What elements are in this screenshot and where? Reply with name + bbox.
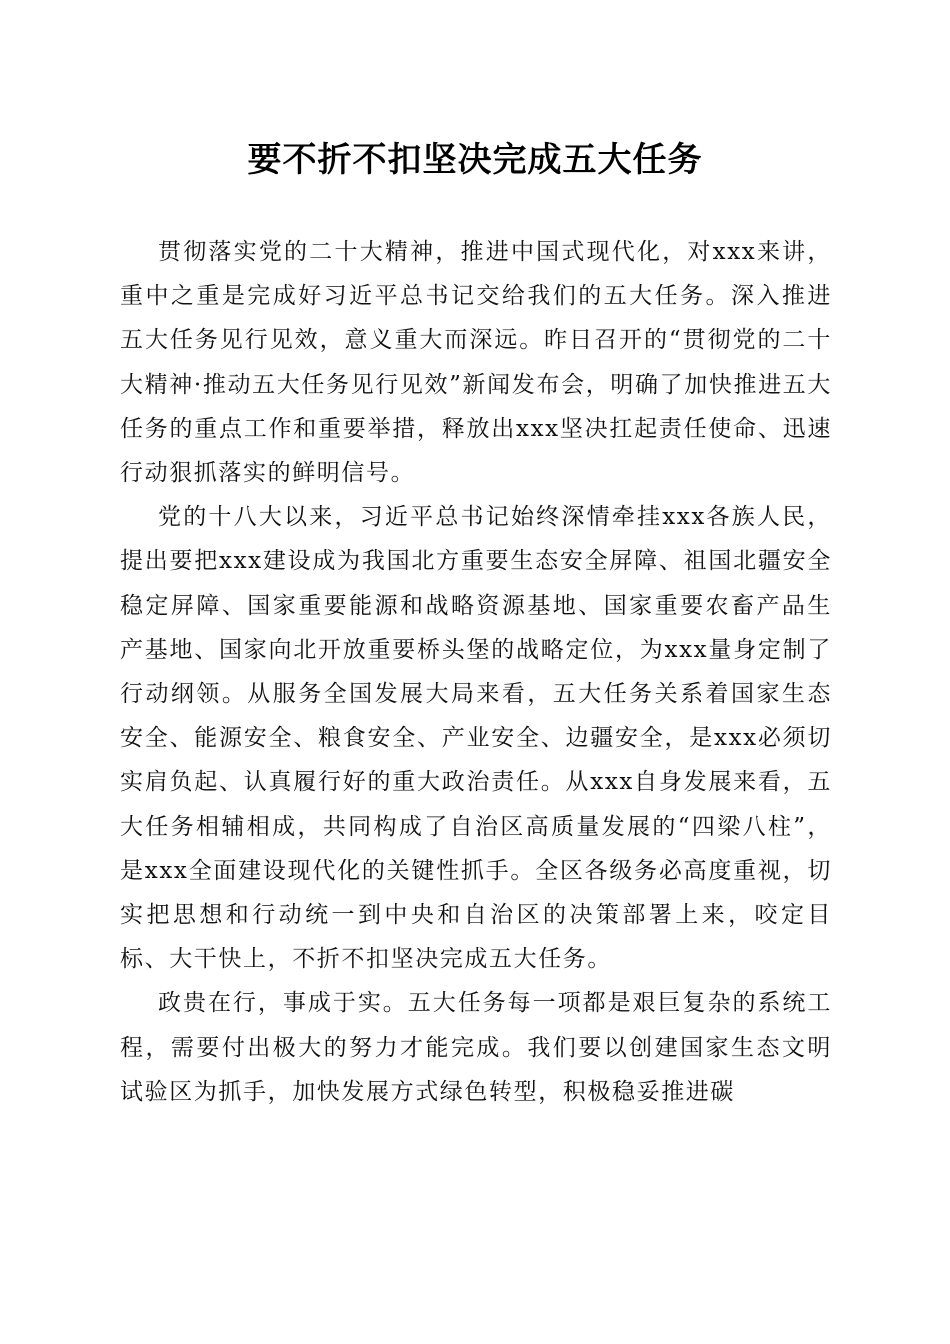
document-body (120, 230, 832, 1114)
paragraph-3: 政贵在行，事成于实。五大任务每一项都是艰巨复杂的系统工程，需要付出极大的努力才能完成。我们要以创建国家生态文明试验区为抓手，加快发展方式绿色转型，积极稳妥推进碳 (120, 990, 832, 1105)
document-title: 要不折不扣坚决完成五大任务 (247, 140, 703, 180)
paragraph-1: 贯彻落实党的二十大精神，推进中国式现代化，对xxx来讲，重中之重是完成好习近平总书记交给我们的五大任务。深入推进五大任务见行见效，意义重大而深远。昨日召开的“贯彻党的二十大精神·推动五大任务见行见效”新闻发布会，明确了加快推进五大任务的重点工作和重要举措，释放出xxx坚决扛起责任使命、迅速行动狠抓落实的鲜明信号。 (120, 239, 832, 487)
paragraph-2: 党的十八大以来，习近平总书记始终深情牵挂xxx各族人民，提出要把xxx建设成为我国北方重要生态安全屏障、祖国北疆安全稳定屏障、国家重要能源和战略资源基地、国家重要农畜产品生产基地、国家向北开放重要桥头堡的战略定位，为xxx量身定制了行动纲领。从服务全国发展大局来看，五大任务关系着国家生态安全、能源安全、粮食安全、产业安全、边疆安全，是xxx必须切实肩负起、认真履行好的重大政治责任。从xxx自身发展来看，五大任务相辅相成，共同构成了自治区高质量发展的“四梁八柱”，是xxx全面建设现代化的关键性抓手。全区各级务必高度重视，切实把思想和行动统一到中央和自治区的决策部署上来，咬定目标、大干快上，不折不扣坚决完成五大任务。 (120, 504, 832, 973)
